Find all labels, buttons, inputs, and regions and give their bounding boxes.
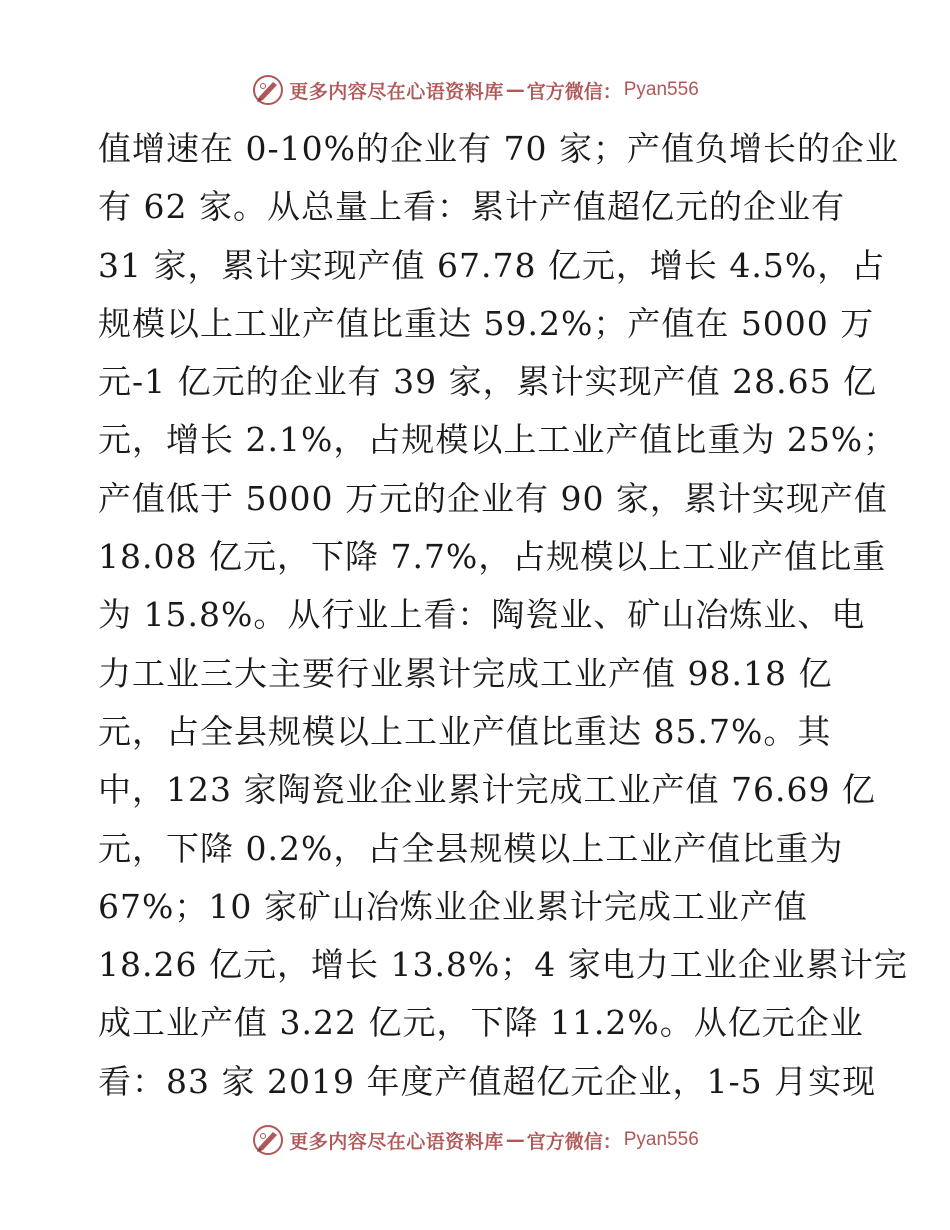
text-line: 力工业三大主要行业累计完成工业产值 98.18 亿: [98, 653, 833, 693]
text-line: 31 家，累计实现产值 67.78 亿元，增长 4.5%，占: [98, 245, 886, 285]
text-line: 67%；10 家矿山冶炼业企业累计完成工业产值: [98, 886, 808, 926]
text-line: 有 62 家。从总量上看：累计产值超亿元的企业有: [98, 187, 845, 227]
text-line: 18.08 亿元，下降 7.7%，占规模以上工业产值比重: [98, 537, 887, 577]
text-line: 18.26 亿元，增长 13.8%；4 家电力工业企业累计完: [98, 945, 908, 985]
text-line: 值增速在 0-10%的企业有 70 家；产值负增长的企业: [98, 129, 899, 168]
text-line: 元，增长 2.1%，占规模以上工业产值比重为 25%；: [98, 420, 898, 460]
pen-logo-icon: [251, 1123, 285, 1157]
watermark-official-label: 官方微信：: [526, 1130, 622, 1153]
watermark-separator: —: [505, 1129, 525, 1151]
watermark-official-label: 官方微信：: [526, 80, 622, 103]
watermark-wechat-id: Pyan556: [623, 1129, 699, 1150]
text-line: 成工业产值 3.22 亿元，下降 11.2%。从亿元企业: [98, 1003, 864, 1043]
watermark-brand: 更多内容尽在心语资料库: [289, 1130, 504, 1153]
text-line: 元-1 亿元的企业有 39 家，累计实现产值 28.65 亿: [98, 362, 878, 402]
document-body: [98, 120, 908, 1111]
watermark-brand: 更多内容尽在心语资料库: [289, 80, 504, 103]
watermark-separator: —: [505, 79, 525, 101]
text-line: 元，占全县规模以上工业产值比重达 85.7%。其: [98, 711, 832, 751]
pen-logo-icon: [251, 73, 285, 107]
watermark-wechat-id: Pyan556: [623, 79, 699, 100]
text-line: 产值低于 5000 万元的企业有 90 家，累计实现产值: [98, 478, 888, 518]
text-line: 为 15.8%。从行业上看：陶瓷业、矿山冶炼业、电: [98, 595, 866, 635]
footer-watermark: [0, 1120, 950, 1160]
text-line: 看：83 家 2019 年度产值超亿元企业，1-5 月实现: [98, 1061, 877, 1101]
text-line: 规模以上工业产值比重达 59.2%；产值在 5000 万: [98, 303, 875, 343]
header-watermark: [0, 70, 950, 110]
text-line: 元，下降 0.2%，占全县规模以上工业产值比重为: [98, 828, 844, 868]
text-line: 中，123 家陶瓷业企业累计完成工业产值 76.69 亿: [98, 770, 876, 810]
